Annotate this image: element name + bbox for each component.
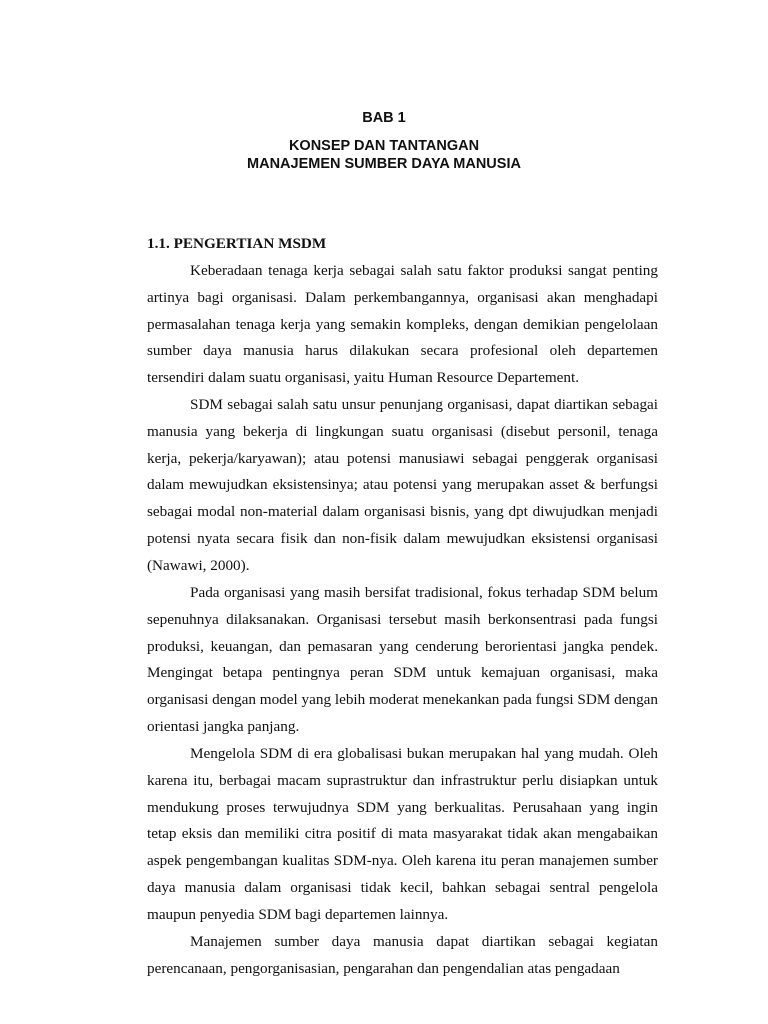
paragraph-1: Keberadaan tenaga kerja sebagai salah satu faktor produksi sangat penting artinya bagi organisasi. Dalam perkembangannya, organisasi akan menghadapi permasalahan tenaga kerja yang semakin kompleks, dengan demikian pengelolaan sumber daya manusia harus dilakukan secara profesional oleh departemen tersendiri dalam suatu organisasi, yaitu Human Resource Departement. — [147, 262, 658, 387]
section-heading: 1.1. PENGERTIAN MSDM — [147, 235, 327, 252]
paragraph-4: Mengelola SDM di era globalisasi bukan merupakan hal yang mudah. Oleh karena itu, berbagai macam suprastruktur dan infrastruktur perlu disiapkan untuk mendukung proses terwujudnya SDM yang berkualitas. Perusahaan yang ingin tetap eksis dan memiliki citra positif di mata masyarakat tidak akan mengabaikan aspek pengembangan kualitas SDM-nya. Oleh karena itu peran manajemen sumber daya manusia dalam organisasi tidak kecil, bahkan sebagai sentral pengelola maupun penyedia SDM bagi departemen lainnya. — [147, 745, 658, 923]
paragraph-2: SDM sebagai salah satu unsur penunjang organisasi, dapat diartikan sebagai manusia yang bekerja di lingkungan suatu organisasi (disebut personil, tenaga kerja, pekerja/karyawan); atau potensi manusiawi sebagai penggerak organisasi dalam mewujudkan eksistensinya; atau potensi yang merupakan asset & berfungsi sebagai modal non-material dalam organisasi bisnis, yang dpt diwujudkan menjadi potensi nyata secara fisik dan non-fisik dalam mewujudkan eksistensi organisasi (Nawawi, 2000). — [147, 396, 658, 574]
paragraph-3: Pada organisasi yang masih bersifat tradisional, fokus terhadap SDM belum sepenuhnya dilaksanakan. Organisasi tersebut masih berkonsentrasi pada fungsi produksi, keuangan, dan pemasaran yang cenderung berorientasi jangka pendek. Mengingat betapa pentingnya peran SDM untuk kemajuan organisasi, maka organisasi dengan model yang lebih moderat menekankan pada fungsi SDM dengan orientasi jangka panjang. — [147, 584, 658, 735]
chapter-title-line-1: KONSEP DAN TANTANGAN — [288, 138, 480, 154]
chapter-title-line-2: MANAJEMEN SUMBER DAYA MANUSIA — [247, 156, 521, 172]
chapter-number: BAB 1 — [362, 110, 406, 126]
paragraph-5: Manajemen sumber daya manusia dapat diartikan sebagai kegiatan perencanaan, pengorganisasian, pengarahan dan pengendalian atas pengadaan — [147, 933, 658, 977]
